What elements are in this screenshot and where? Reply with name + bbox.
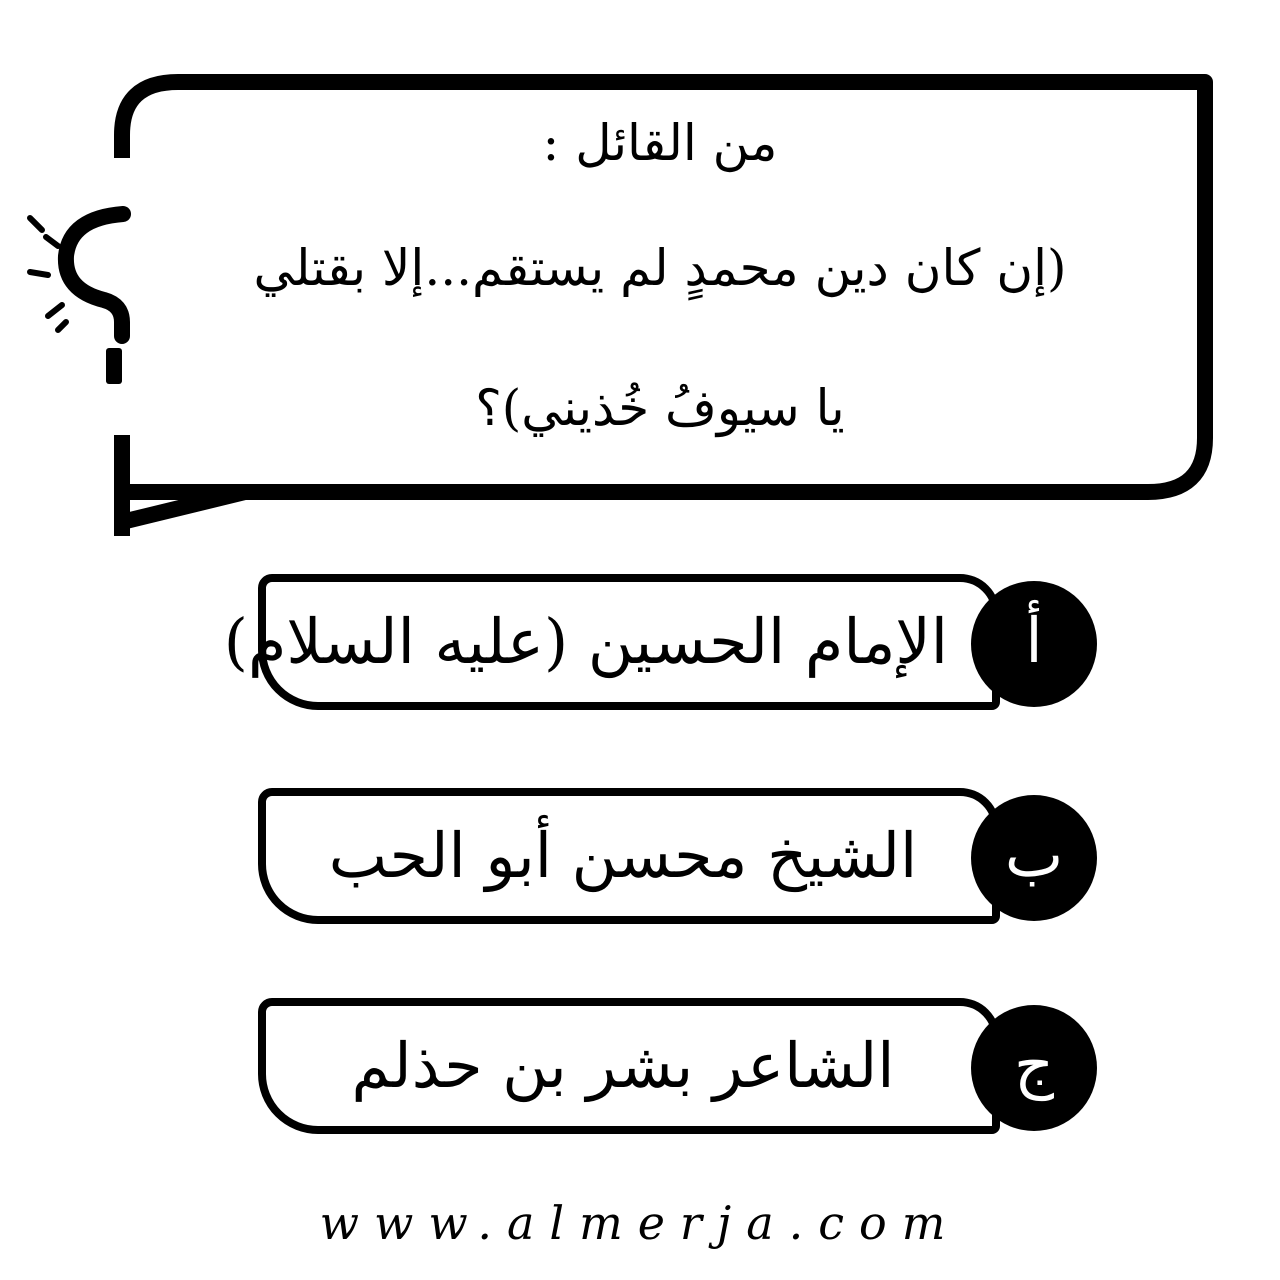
website-url: www.almerja.com (319, 1196, 961, 1250)
question-line-1: (إن كان دين محمدٍ لم يستقم...إلا بقتلي (253, 239, 1067, 297)
option-c[interactable] (258, 998, 1098, 1148)
option-letter-badge: ج (971, 1005, 1097, 1131)
option-a[interactable] (223, 574, 1098, 724)
option-text: الشاعر بشر بن حذلم (351, 1029, 895, 1102)
option-letter-badge: أ (971, 581, 1097, 707)
option-b[interactable] (258, 788, 1098, 938)
question-line-2: يا سيوفُ خُذيني)؟ (475, 379, 845, 437)
option-text: الشيخ محسن أبو الحب (328, 819, 918, 892)
option-letter-badge: ب (971, 795, 1097, 921)
question-label: من القائل : (542, 114, 778, 172)
option-text: الإمام الحسين (عليه السلام) (223, 605, 948, 678)
